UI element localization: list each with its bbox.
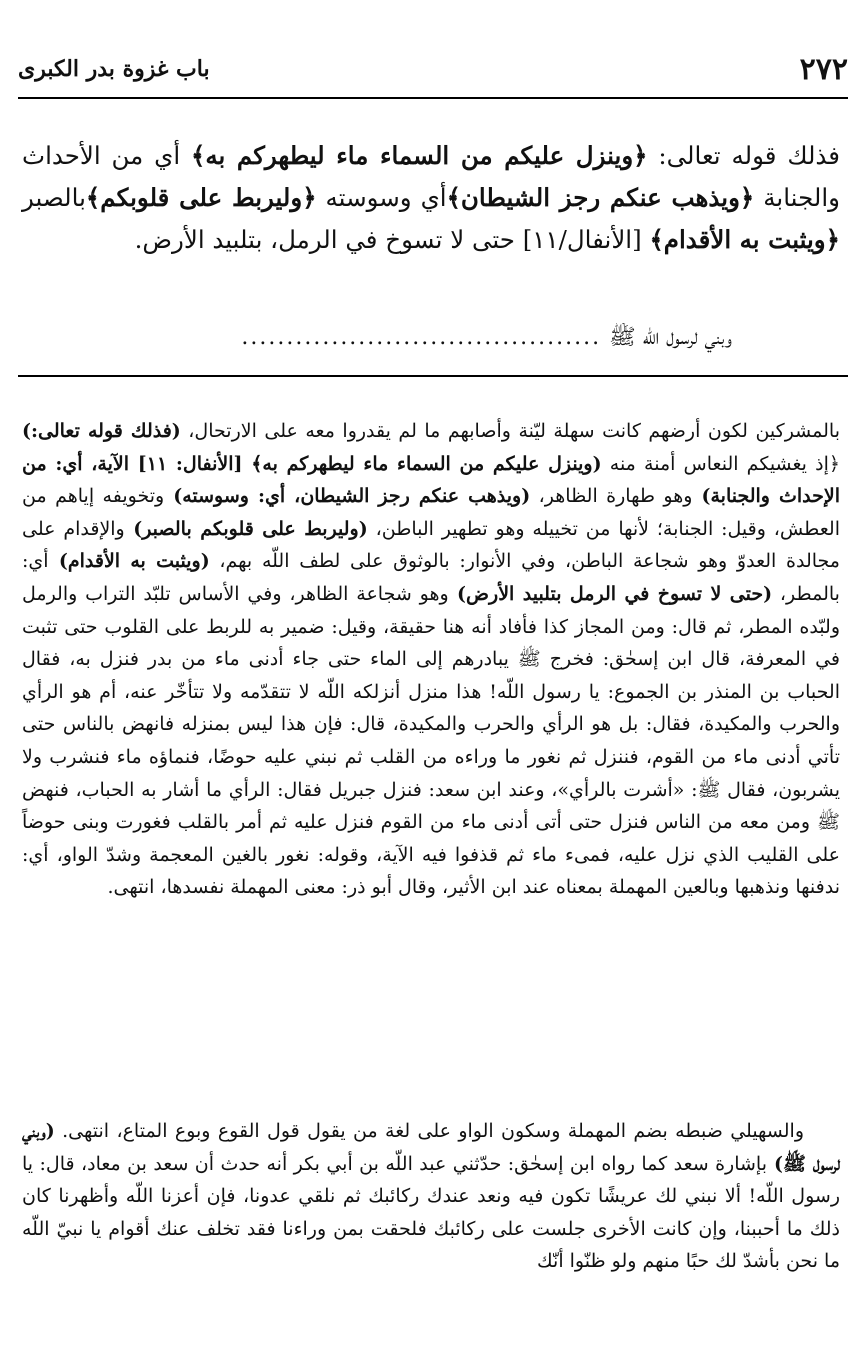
matn-gloss-3: بالصبر bbox=[22, 183, 86, 212]
commentary-segment: والسهيلي ضبطه بضم المهملة وسكون الواو على لغة من يقول قول القوع وبوع المتاع، انتهى. bbox=[54, 1120, 804, 1142]
matn-gloss-2: أي وسوسته bbox=[316, 183, 447, 212]
quoted-segment: [الأنفال: ١١] الآية، أي: من الإحداث والجنابة) bbox=[22, 452, 840, 508]
commentary-segment: بالمشركين لكون أرضهم كانت سهلة ليّنة وأصابهم ما لم يقدروا معه على الارتحال، bbox=[180, 420, 840, 442]
sharh-paragraph-1 bbox=[22, 415, 840, 904]
commentary-segment: والإقدام على مجالدة العدوّ وهو شجاعة الباطن، وفي الأنوار: بالوثوق على لطف اللّه بهم، bbox=[22, 517, 840, 573]
sharh-text-2 bbox=[22, 1115, 840, 1278]
sharh-text-1 bbox=[22, 415, 840, 904]
commentary-segment: أي: بالمطر، bbox=[22, 550, 840, 605]
verse-3: ﴿وليربط على قلوبكم﴾ bbox=[85, 183, 317, 212]
chapter-title: باب غزوة بدر الكبرى bbox=[18, 56, 210, 82]
matn-paragraph bbox=[22, 135, 840, 261]
header-rule bbox=[18, 97, 848, 99]
sharh-paragraph-2 bbox=[22, 1115, 840, 1278]
matn-line-2: وبني لرسول الله ﷺ bbox=[609, 325, 732, 350]
quoted-segment: (ويثبت به الأقدام) bbox=[48, 550, 210, 573]
separator-rule bbox=[18, 375, 848, 377]
quoted-segment: (وبني لرسول ﷺ) bbox=[22, 1120, 841, 1175]
matn-gloss-4: [الأنفال/١١] حتى لا تسوخ في الرمل، بتلبيد الأرض. bbox=[134, 225, 650, 254]
quoted-segment: (حتى لا تسوخ في الرمل بتلبيد الأرض) bbox=[448, 582, 773, 605]
commentary-segment: ﴿إذ يغشيكم النعاس أمنة منه bbox=[601, 452, 840, 475]
verse-4: ﴿ويثبت به الأقدام﴾ bbox=[649, 225, 840, 254]
commentary-segment: بإشارة سعد كما رواه ابن إسحٰق: حدّثني عبد اللّه بن أبي بكر أنه حدث أن سعد بن معاد، قال: يا رسول اللّه! ألا نبني لك عريشًا تكون فيه ونعد عندك ركائبك ثم نلقي عدونا، فإن أعزنا اللّه وأظهرنا كان ذلك ما أحببنا، وإن كانت الأخرى جلست على ركائبك فلحقت بمن وراءنا فقد تخلف عنك أقوام يا نبيّ اللّه ما نحن بأشدّ لك حبًا منهم ولو ظنّوا أنّك bbox=[22, 1152, 840, 1273]
verse-1: ﴿وينزل عليكم من السماء ماء ليطهركم به﴾ bbox=[191, 141, 648, 170]
running-header bbox=[18, 52, 848, 102]
quoted-segment: (ويذهب عنكم رجز الشيطان، أي: وسوسته) bbox=[164, 485, 531, 508]
commentary-segment: وتخويفه إياهم من العطش، وقيل: الجنابة؛ لأنها من تخييله وهو تطهير الباطن، bbox=[22, 485, 840, 540]
matn-intro: فذلك قوله تعالى: bbox=[647, 141, 840, 170]
quoted-segment: (وينزل عليكم من السماء ماء ليطهركم به﴾ bbox=[251, 452, 602, 475]
quoted-segment: (وليربط على قلوبكم بالصبر) bbox=[124, 517, 368, 540]
matn-gloss-1: أي من الأحداث والجنابة bbox=[22, 141, 840, 212]
verse-2: ﴿ويذهب عنكم رجز الشيطان﴾ bbox=[446, 183, 755, 212]
matn-text bbox=[22, 135, 840, 261]
page-number: ٢٧٢ bbox=[799, 52, 848, 87]
matn-continuation bbox=[22, 323, 768, 353]
quoted-segment: (فذلك قوله تعالى:) bbox=[22, 420, 181, 442]
commentary-segment: وهو شجاعة الظاهر، وفي الأساس تلبّد التراب والرمل ولبّده المطر، ثم قال: ومن المجاز كذا فأفاد أنه هنا حقيقة، وقيل: ضمير به للربط على القلوب حتى تثبت في المعرفة، قال ابن إسحٰق: فخرج ﷺ يبادرهم إلى الماء حتى جاء أدنى ماء من بدر فنزل به، فقال الحباب بن المنذر بن الجموع: يا رسول اللّه! هذا منزل أنزلكه اللّه لا تتقدّمه ولا تتأخّر عنه، أم هو الرأي والحرب والمكيدة، فقال: بل هو الرأي والحرب والمكيدة، قال: فإن هذا ليس بمنزله فانهض بالناس حتى تأتي أدنى ماء من القوم، فننزل ثم نغور ما وراءه من القلب ثم نبني عليه حوضًا، فنماؤه ماء فنشرب ولا يشربون، فقال ﷺ: «أشرت بالرأي»، وعند ابن سعد: فنزل جبريل فقال: الرأي ما أشار به الحباب، فنهض ﷺ ومن معه من الناس فنزل حتى أتى أدنى ماء من القوم فنزل عليه ثم أمر بالقلب فغورت وبنى حوضاً على القليب الذي نزل عليه، فمىء ماء ثم قذفوا فيه الآية، وقوله: نغور بالغين المعجمة وشدّ الواو، أي: ندفنها ونذهبها وبالعين المهملة بمعناه عند ابن الأثير، وقال أبو ذر: معنى المهملة نفسدها، انتهى. bbox=[22, 582, 840, 899]
commentary-segment: وهو طهارة الظاهر، bbox=[530, 485, 693, 508]
dotted-leader: ........................................ bbox=[241, 325, 602, 350]
